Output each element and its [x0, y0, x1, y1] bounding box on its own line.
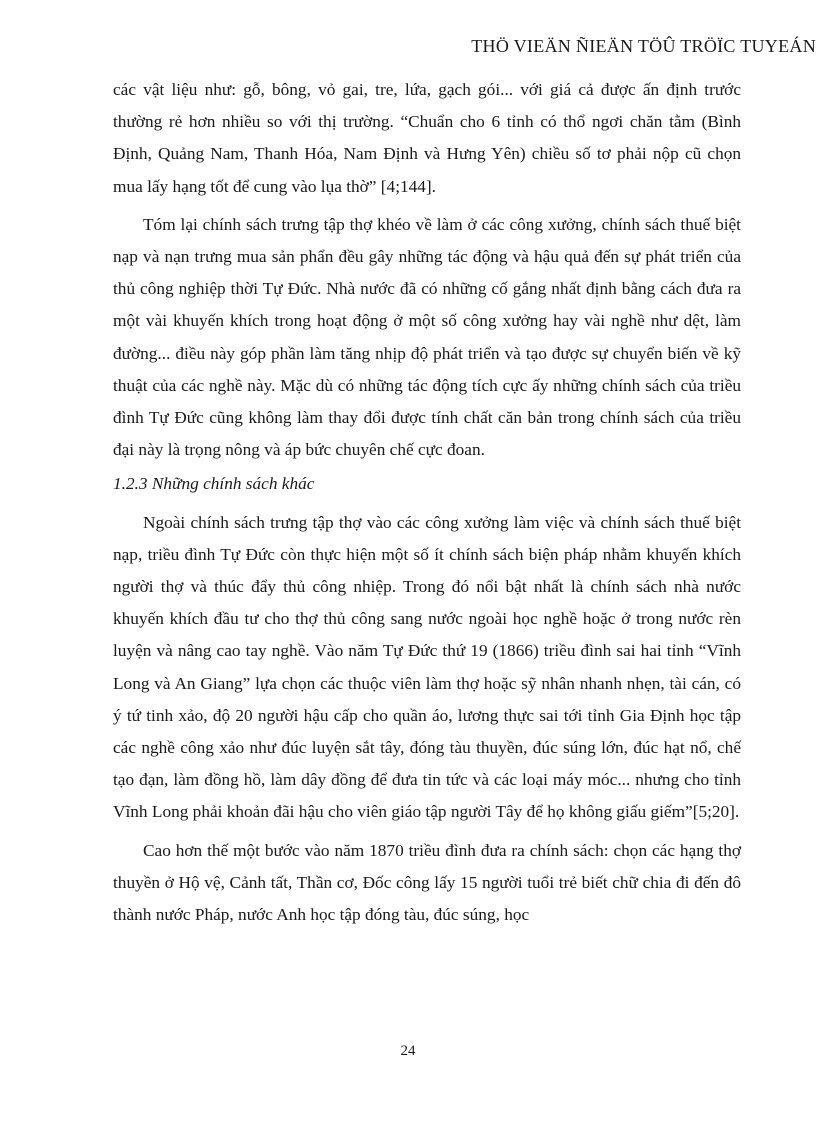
paragraph-4: Cao hơn thế một bước vào năm 1870 triều đình đưa ra chính sách: chọn các hạng thợ thuyền ở Hộ vệ, Cảnh tất, Thần cơ, Đốc công lấy 15 người tuổi trẻ biết chữ chia đi đến đô thành nước Pháp, nước Anh học tập đóng tàu, đúc súng, học: [113, 840, 741, 925]
page-header: THÖ VIEÄN ÑIEÄN TÖÛ TRÖÏC TUYEÁN: [471, 36, 816, 56]
section-heading: 1.2.3 Những chính sách khác: [113, 474, 315, 494]
paragraph-3: Ngoài chính sách trưng tập thợ vào các công xưởng làm việc và chính sách thuế biệt nạp, triều đình Tự Đức còn thực hiện một số ít chính sách biện pháp nhằm khuyến khích người thợ và thúc đẩy thủ công nhiệp. Trong đó nổi bật nhất là chính sách nhà nước khuyến khích đầu tư cho thợ thủ công sang nước ngoài học nghề hoặc ở trong nước rèn luyện và nâng cao tay nghề. Vào năm Tự Đức thứ 19 (1866) triều đình sai hai tỉnh “Vĩnh Long và An Giang” lựa chọn các thuộc viên làm thợ hoặc sỹ nhân nhanh nhẹn, tài cán, có ý tứ tinh xảo, độ 20 người hậu cấp cho quần áo, lương thực sai tới tỉnh Gia Định học tập các nghề công xảo như đúc luyện sắt tây, đóng tàu thuyền, đúc súng lớn, đúc hạt nổ, chế tạo đạn, làm đồng hồ, làm dây đồng để đưa tin tức và các loại máy móc... nhưng cho tỉnh Vĩnh Long phải khoản đãi hậu cho viên giáo tập người Tây để họ không giấu giếm”[5;20].: [113, 512, 741, 822]
paragraph-2: Tóm lại chính sách trưng tập thợ khéo về làm ở các công xưởng, chính sách thuế biệt nạp và nạn trưng mua sản phẩn đều gây những tác động và hậu quả đến sự phát triển của thủ công nghiệp thời Tự Đức. Nhà nước đã có những cố gắng nhất định bằng cách đưa ra một vài khuyến khích trong hoạt động ở một số công xưởng hay vài nghề như dệt, làm đường... điều này góp phần làm tăng nhịp độ phát triển và tạo được sự chuyển biến về kỹ thuật của các nghề này. Mặc dù có những tác động tích cực ấy những chính sách của triều đình Tự Đức cũng không làm thay đổi được tính chất căn bản trong chính sách của triều đại này là trọng nông và áp bức chuyên chế cực đoan.: [113, 214, 741, 460]
document-body: [113, 74, 741, 931]
paragraph-1: các vật liệu như: gỗ, bông, vỏ gai, tre, lứa, gạch gói... với giá cả được ấn định trước thường rẻ hơn nhiều so với thị trường. “Chuẩn cho 6 tỉnh có thổ ngơi chăn tằm (Bình Định, Quảng Nam, Thanh Hóa, Nam Định và Hưng Yên) chiều số tơ phải nộp cũ chọn mua lấy hạng tốt để cung vào lụa thờ” [4;144].: [113, 80, 741, 196]
page-number: 24: [400, 1043, 416, 1059]
